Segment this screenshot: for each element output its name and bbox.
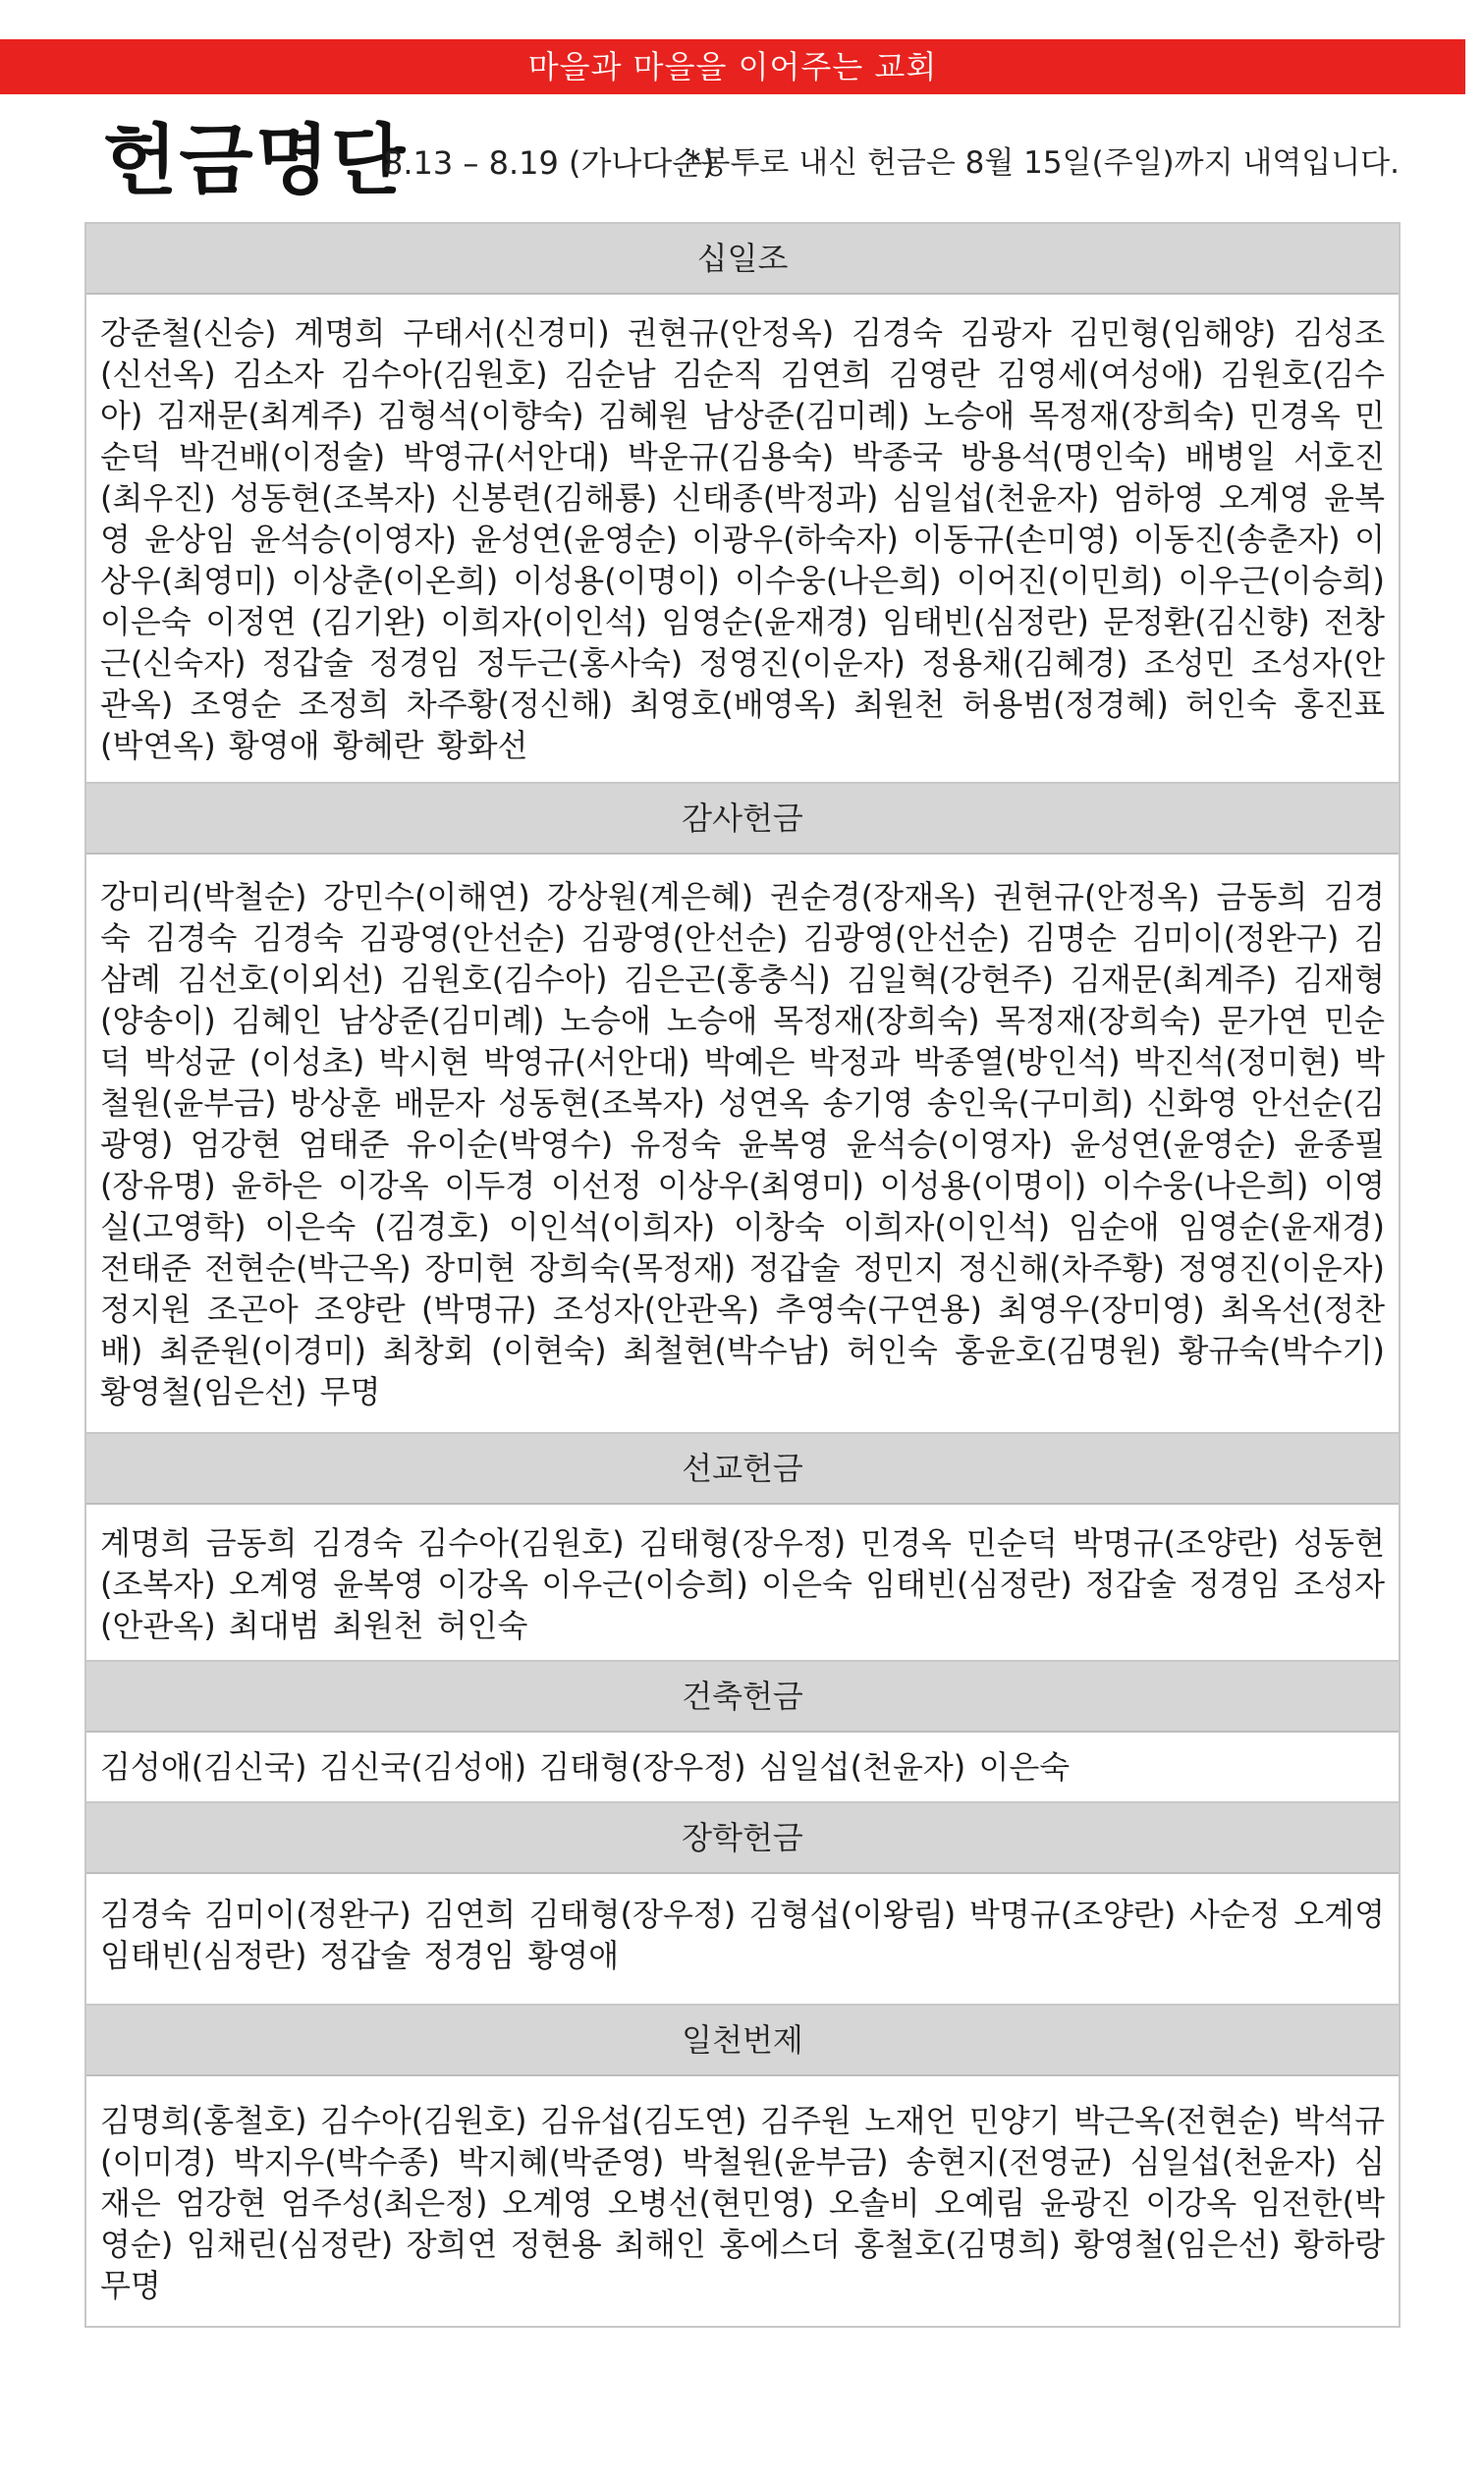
name-list: [86, 1733, 1399, 1803]
name-list: [86, 295, 1399, 784]
section-title: 건축헌금: [86, 1662, 1399, 1733]
name-list: [86, 855, 1399, 1434]
section-title: 감사헌금: [86, 784, 1399, 855]
names-text: 김성애(김신국) 김신국(김성애) 김태형(장우정) 심일섭(천윤자) 이은숙: [100, 1748, 1071, 1786]
name-list: [86, 1874, 1399, 2006]
section-mission: [86, 1434, 1399, 1662]
name-list: [86, 2076, 1399, 2328]
section-scholarship: [86, 1803, 1399, 2006]
section-thanks: [86, 784, 1399, 1434]
offering-list: [84, 222, 1401, 2328]
section-title: 장학헌금: [86, 1803, 1399, 1874]
name-list: [86, 1505, 1399, 1662]
banner-text: 마을과 마을을 이어주는 교회: [527, 48, 938, 85]
section-tithe: [86, 224, 1399, 784]
section-title: 십일조: [86, 224, 1399, 295]
envelope-note: *봉투로 내신 헌금은 8월 15일(주일)까지 내역입니다.: [686, 145, 1400, 181]
names-text: 김경숙 김미이(정완구) 김연희 김태형(장우정) 김형섭(이왕림) 박명규(조양란) 사순정 오계영 임태빈(심정란) 정갑술 정경임 황영애: [100, 1896, 1385, 1974]
section-title: 일천번제: [86, 2006, 1399, 2076]
section-building: [86, 1662, 1399, 1803]
offering-list-header: [0, 106, 1484, 214]
names-text: 계명희 금동희 김경숙 김수아(김원호) 김태형(장우정) 민경옥 민순덕 박명규(조양란) 성동현 (조복자) 오계영 윤복영 이강옥 이우근(이승희) 이은숙 임태빈(심정란) 정갑술 정경임 조성자 (안관옥) 최대범 최원천 허인숙: [100, 1524, 1385, 1644]
date-range: 8.13 – 8.19 (가나다순): [383, 144, 715, 182]
section-thousand-offering: [86, 2006, 1399, 2328]
church-slogan-banner: [0, 39, 1465, 94]
names-text: 김명희(홍철호) 김수아(김원호) 김유섭(김도연) 김주원 노재언 민양기 박근옥(전현순) 박석규 (이미경) 박지우(박수종) 박지혜(박준영) 박철원(윤부금) 송현지(전영균) 심일섭(천윤자) 심재은 엄강현 엄주성(최은정) 오계영 오병선(현민영) 오솔비 오예림 윤광진 이강옥 임전한(박영순) 임채린(심정란) 장희연 정현용 최해인 홍에스더 홍철호(김명희) 황영철(임은선) 황하랑 무명: [100, 2102, 1385, 2304]
names-text: 강준철(신승) 계명희 구태서(신경미) 권현규(안정옥) 김경숙 김광자 김민형(임해양) 김성조 (신선옥) 김소자 김수아(김원호) 김순남 김순직 김연희 김영란 김영세(여성애) 김원호(김수아) 김재문(최계주) 김형석(이향숙) 김혜원 남상준(김미례) 노승애 목정재(장희숙) 민경옥 민순덕 박건배(이정술) 박영규(서안대) 박운규(김용숙) 박종국 방용석(명인숙) 배병일 서호진(최우진) 성동현(조복자) 신봉련(김해룡) 신태종(박정과) 심일섭(천윤자) 엄하영 오계영 윤복영 윤상임 윤석승(이영자) 윤성연(윤영순) 이광우(하숙자) 이동규(손미영) 이동진(송춘자) 이상우(최영미) 이상춘(이온희) 이성용(이명이) 이수웅(나은희) 이어진(이민희) 이우근(이승희) 이은숙 이정연 (김기완) 이희자(이인석) 임영순(윤재경) 임태빈(심정란) 문정환(김신향) 전창근(신숙자) 정갑술 정경임 정두근(홍사숙) 정영진(이운자) 정용채(김혜경) 조성민 조성자(안관옥) 조영순 조정희 차주황(정신해) 최영호(배영옥) 최원천 허용범(정경혜) 허인숙 홍진표(박연옥) 황영애 황혜란 황화선: [100, 314, 1385, 764]
page-title: 헌금명단: [103, 117, 408, 205]
names-text: 강미리(박철순) 강민수(이해연) 강상원(계은혜) 권순경(장재옥) 권현규(안정옥) 금동희 김경숙 김경숙 김경숙 김광영(안선순) 김광영(안선순) 김광영(안선순) 김명순 김미이(정완구) 김삼례 김선호(이외선) 김원호(김수아) 김은곤(홍충식) 김일혁(강현주) 김재문(최계주) 김재형(양송이) 김혜인 남상준(김미례) 노승애 노승애 목정재(장희숙) 목정재(장희숙) 문가연 민순덕 박성균 (이성초) 박시현 박영규(서안대) 박예은 박정과 박종열(방인석) 박진석(정미현) 박철원(윤부금) 방상훈 배문자 성동현(조복자) 성연옥 송기영 송인욱(구미희) 신화영 안선순(김광영) 엄강현 엄태준 유이순(박영수) 유정숙 윤복영 윤석승(이영자) 윤성연(윤영순) 윤종필(장유명) 윤하은 이강옥 이두경 이선정 이상우(최영미) 이성용(이명이) 이수웅(나은희) 이영실(고영학) 이은숙 (김경호) 이인석(이희자) 이창숙 이희자(이인석) 임순애 임영순(윤재경) 전태준 전현순(박근옥) 장미현 장희숙(목정재) 정갑술 정민지 정신해(차주황) 정영진(이운자) 정지원 조곤아 조양란 (박명규) 조성자(안관옥) 추영숙(구연용) 최영우(장미영) 최옥선(정찬배) 최준원(이경미) 최창회 (이현숙) 최철현(박수남) 허인숙 홍윤호(김명원) 황규숙(박수기) 황영철(임은선) 무명: [100, 878, 1385, 1410]
section-title: 선교헌금: [86, 1434, 1399, 1505]
